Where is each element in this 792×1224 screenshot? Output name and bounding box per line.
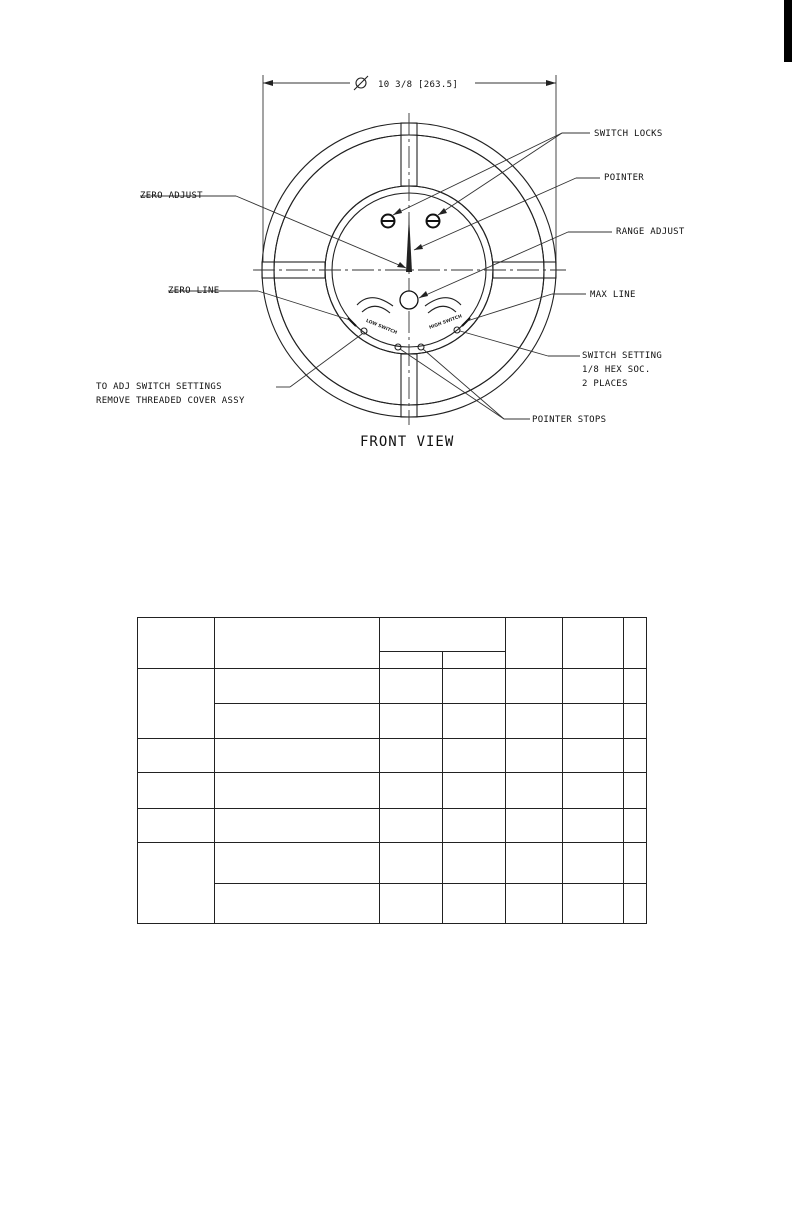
table-cell [215,808,380,842]
table-cell [563,842,624,883]
table-cell [506,618,563,669]
table-header-row [138,618,647,652]
caption-front-view: FRONT VIEW [360,434,455,450]
table-cell [563,618,624,669]
switch-lock-right-icon [427,215,440,228]
table-row [138,739,647,773]
table-cell [443,883,506,923]
table-cell [215,618,380,669]
table-cell [506,669,563,704]
label-adj-note-1: TO ADJ SWITCH SETTINGS [96,382,222,392]
table-cell [443,652,506,669]
switch-locks [382,215,440,228]
table-cell [624,739,647,773]
label-switch-setting-hex: 1/8 HEX SOC. [582,365,651,375]
table-cell [624,618,647,669]
table-cell [563,808,624,842]
table-cell [138,842,215,923]
table-cell [215,883,380,923]
table-cell [624,883,647,923]
table-cell [380,669,443,704]
table-cell [506,808,563,842]
table-cell [506,773,563,808]
table-cell [380,773,443,808]
table-cell [563,773,624,808]
table-row [138,773,647,808]
table-cell [506,739,563,773]
table-cell [563,739,624,773]
table-cell [443,669,506,704]
table-cell [624,704,647,739]
table-cell [215,704,380,739]
label-pointer: POINTER [604,173,645,183]
table-cell [624,669,647,704]
specification-table [137,617,647,924]
table-cell [138,669,215,739]
table-cell [138,808,215,842]
table-cell [138,773,215,808]
table-row [138,669,647,704]
table-cell [380,739,443,773]
table-cell [215,669,380,704]
table-cell [443,808,506,842]
table-cell [506,883,563,923]
table-row [138,808,647,842]
table-cell [506,704,563,739]
table-cell [443,704,506,739]
dimension-label: 10 3/8 [263.5] [378,80,459,90]
table-cell [215,773,380,808]
table-cell [443,773,506,808]
low-switch-label: LOW SWITCH [364,318,398,336]
label-switch-setting-places: 2 PLACES [582,379,628,389]
label-adj-note-2: REMOVE THREADED COVER ASSY [96,396,245,406]
table-cell [380,618,506,652]
table-cell [380,704,443,739]
table-cell [380,652,443,669]
table-cell [215,842,380,883]
label-zero-line: ZERO LINE [168,286,220,296]
label-switch-setting: SWITCH SETTING [582,351,663,361]
table-cell [380,883,443,923]
table-cell [506,842,563,883]
front-view-diagram [0,0,792,480]
switch-lock-left-icon [382,215,395,228]
table-cell [138,739,215,773]
table-row [138,704,647,739]
table-cell [380,842,443,883]
pointer-icon [400,215,418,309]
table-cell [624,842,647,883]
table-cell [443,842,506,883]
table-cell [624,773,647,808]
table-cell [563,669,624,704]
table-row [138,883,647,923]
label-range-adjust: RANGE ADJUST [616,227,685,237]
label-zero-adjust: ZERO ADJUST [140,191,203,201]
table-cell [443,739,506,773]
table-cell [380,808,443,842]
switch-setting-sockets [361,327,460,334]
high-switch-label: HIGH SWITCH [428,314,463,331]
leader-lines [140,133,612,419]
table-cell [624,808,647,842]
table-cell [563,883,624,923]
table-cell [563,704,624,739]
table-cell [138,618,215,669]
table-row [138,842,647,883]
label-pointer-stops: POINTER STOPS [532,415,607,425]
table-cell [215,739,380,773]
label-max-line: MAX LINE [590,290,636,300]
label-switch-locks: SWITCH LOCKS [594,129,663,139]
